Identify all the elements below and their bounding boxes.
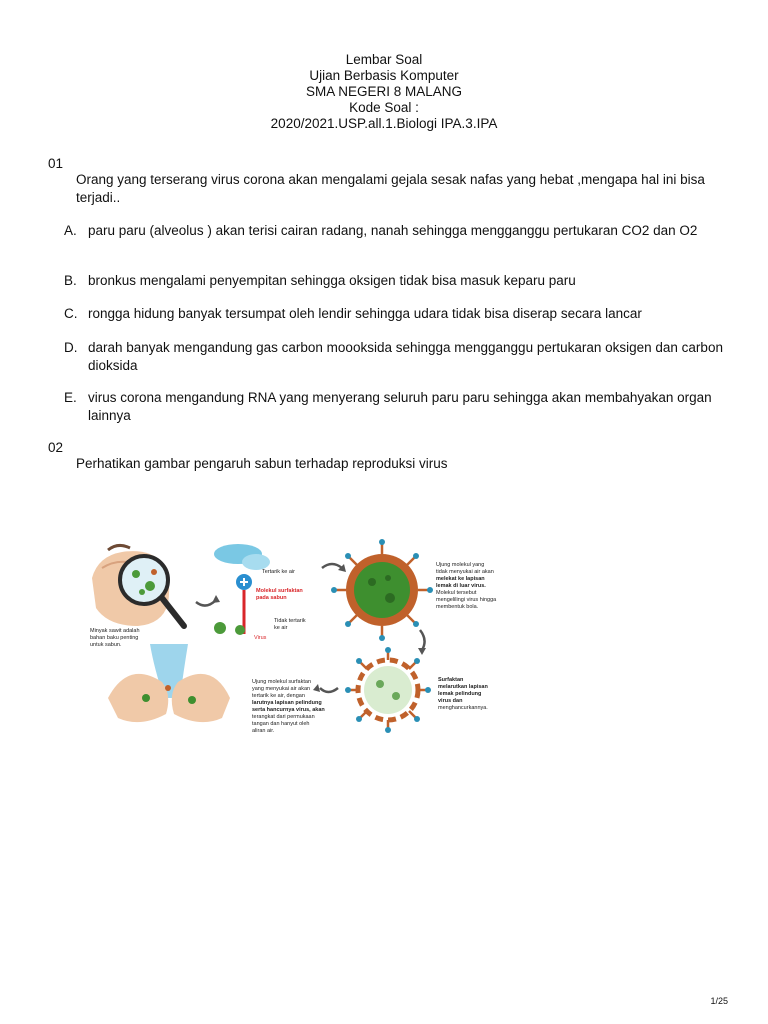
virus-label: Virus bbox=[254, 635, 267, 641]
document-header bbox=[0, 52, 768, 132]
step2-caption: Ujung molekul yang tidak menyukai air akan melekat ke lapisan lemak di luar virus. Molekul tersebut mengelilingi virus hingga membentuk bola. bbox=[436, 562, 497, 610]
right-hand-icon bbox=[172, 674, 230, 722]
arrow-icon bbox=[420, 630, 425, 650]
attract-label: Tertarik ke air bbox=[262, 569, 296, 575]
header-code-label: Kode Soal : bbox=[349, 100, 419, 115]
option-letter: D. bbox=[64, 340, 78, 355]
option-e[interactable] bbox=[64, 389, 744, 425]
page-number: 1/25 bbox=[710, 996, 728, 1006]
question-text-1: Orang yang terserang virus corona akan mengalami gejala sesak nafas yang hebat ,mengapa hal ini bisa terjadi.. bbox=[76, 172, 705, 205]
virus-surrounded-panel bbox=[331, 539, 498, 641]
hands-caption: Minyak sawit adalah bahan baku penting untuk sabun. bbox=[90, 628, 140, 648]
arrow-icon bbox=[322, 564, 342, 568]
left-hand-icon bbox=[108, 674, 168, 722]
option-letter: E. bbox=[64, 390, 77, 405]
virus-dissolving-panel bbox=[345, 647, 489, 733]
header-title: Lembar Soal bbox=[345, 52, 423, 67]
option-c[interactable] bbox=[64, 305, 744, 323]
soap-virus-illustration bbox=[88, 538, 520, 734]
hands-washing-panel bbox=[108, 644, 326, 734]
option-text: rongga hidung banyak tersumpat oleh lendir sehingga udara tidak bisa diserap secara lancar bbox=[88, 306, 642, 321]
header-code: 2020/2021.USP.all.1.Biologi IPA.3.IPA bbox=[270, 116, 498, 131]
question-text-2: Perhatikan gambar pengaruh sabun terhadap reproduksi virus bbox=[76, 456, 448, 471]
arrow-icon bbox=[320, 688, 338, 692]
step3-caption: Surfaktan melarutkan lapisan lemak pelindung virus dan menghancurkannya. bbox=[438, 677, 488, 711]
surfactant-panel bbox=[214, 544, 307, 641]
option-b[interactable] bbox=[64, 272, 744, 290]
question-number-2: 02 bbox=[48, 440, 64, 455]
header-school: SMA NEGERI 8 MALANG bbox=[305, 84, 463, 99]
option-text: paru paru (alveolus ) akan terisi cairan radang, nanah sehingga mengganggu pertukaran CO2 dan O2 bbox=[88, 223, 698, 238]
option-letter: B. bbox=[64, 273, 77, 288]
header-subtitle: Ujian Berbasis Komputer bbox=[309, 68, 459, 83]
option-text: bronkus mengalami penyempitan sehingga oksigen tidak bisa masuk keparu paru bbox=[88, 273, 576, 288]
option-text: darah banyak mengandung gas carbon moooksida sehingga mengganggu pertukaran oksigen dan carbon dioksida bbox=[88, 340, 723, 373]
molecule-label: Molekul surfaktan pada sabun bbox=[256, 588, 303, 601]
option-letter: A. bbox=[64, 223, 77, 238]
option-text: virus corona mengandung RNA yang menyerang seluruh paru paru sehingga akan membahyakan organ lainnya bbox=[88, 390, 712, 423]
option-d[interactable] bbox=[64, 339, 744, 375]
question-number-1: 01 bbox=[48, 156, 64, 171]
option-a[interactable] bbox=[64, 222, 744, 240]
option-letter: C. bbox=[64, 306, 78, 321]
hands-magnifier-panel bbox=[90, 545, 184, 648]
repel-label: Tidak tertarik ke air bbox=[274, 618, 306, 631]
step4-caption: Ujung molekul surfaktan yang menyukai air akan tertarik ke air, dengan larutnya lapisan pelindung serta hancurnya virus, akan terangkat dari permukaan tangan dan hanyut oleh aliran air. bbox=[252, 679, 325, 734]
